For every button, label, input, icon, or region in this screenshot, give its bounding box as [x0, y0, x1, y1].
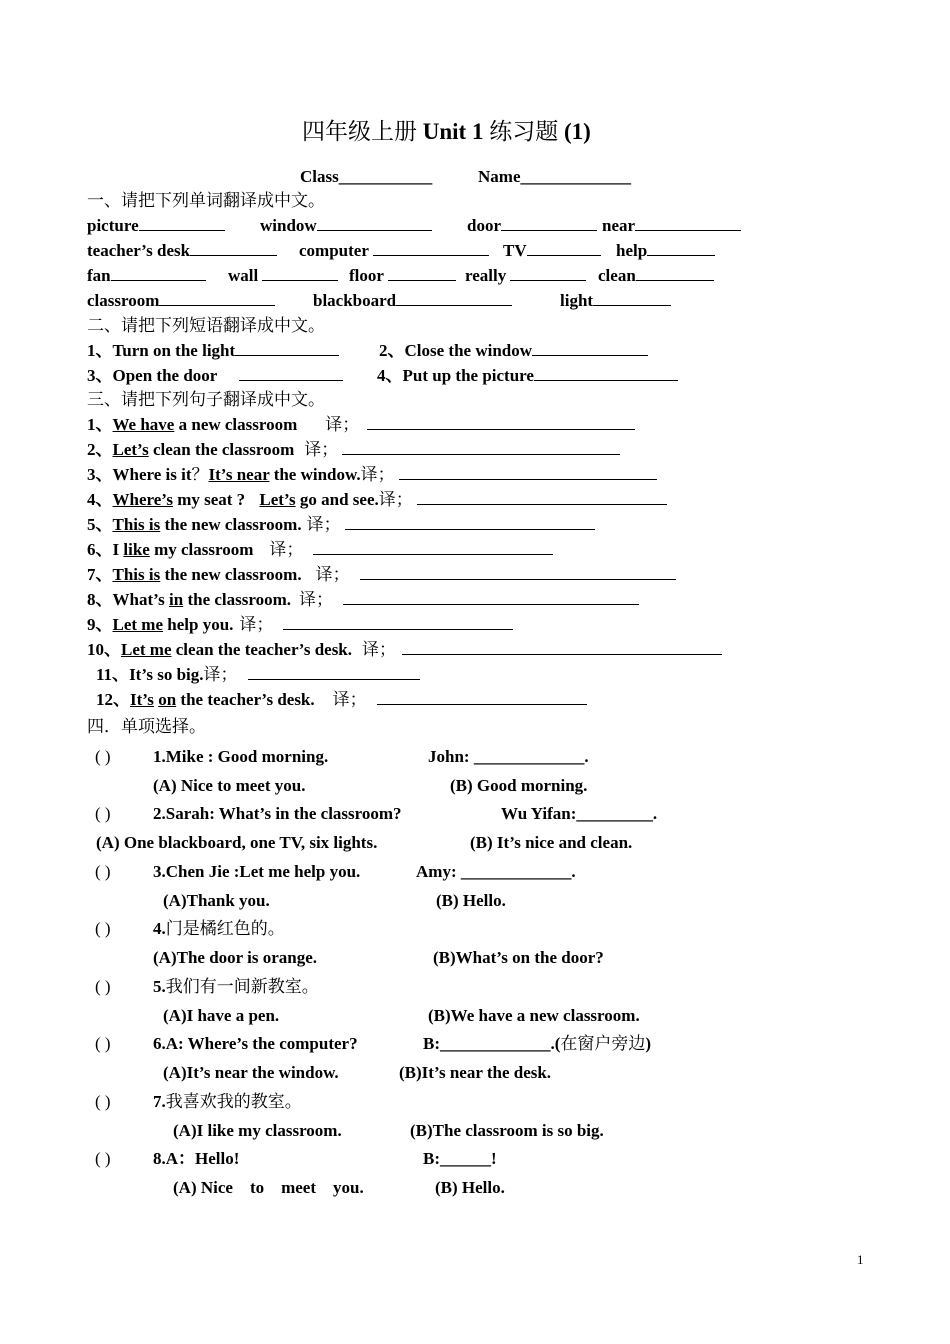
question-3: 3.Chen Jie :Let me help you. — [153, 862, 361, 881]
sentence-item: 1、We have a new classroom 译； — [87, 414, 635, 436]
phrase-item: 1、Turn on the light — [87, 340, 339, 362]
class-field: Class___________ — [300, 167, 433, 186]
sentence-item: 7、This is the new classroom. 译； — [87, 564, 676, 586]
answer-paren[interactable]: ( ) — [95, 747, 111, 766]
option-b: (B) Good morning. — [450, 776, 588, 795]
word-item: really — [465, 265, 586, 287]
sentence-item: 6、I like my classroom 译； — [87, 539, 553, 561]
page-title: 四年级上册 Unit 1 练习题 (1) — [302, 119, 591, 144]
option-a: (A)I have a pen. — [163, 1006, 280, 1025]
question-3-answer: Amy: _____________. — [416, 862, 576, 881]
question-4: 4.门是橘红色的。 — [153, 919, 285, 938]
answer-paren[interactable]: ( ) — [95, 804, 111, 823]
question-2: 2.Sarah: What’s in the classroom? — [153, 804, 402, 823]
word-item: blackboard — [313, 290, 512, 312]
answer-paren[interactable]: ( ) — [95, 862, 111, 881]
question-7: 7.我喜欢我的教室。 — [153, 1092, 302, 1111]
question-6: 6.A: Where’s the computer? — [153, 1034, 358, 1053]
sentence-item: 12、It’s on the teacher’s desk. 译； — [96, 689, 587, 711]
option-b: (B) Hello. — [435, 1178, 505, 1197]
word-item: near — [602, 215, 741, 237]
answer-paren[interactable]: ( ) — [95, 919, 111, 938]
question-8: 8.A：Hello! — [153, 1149, 240, 1168]
sentence-item: 8、What’s in the classroom. 译； — [87, 589, 639, 611]
sentence-item: 10、Let me clean the teacher’s desk. 译； — [87, 639, 722, 661]
word-item: light — [560, 290, 671, 312]
question-8-answer: B:______! — [423, 1149, 497, 1168]
page-number: 1 — [857, 1252, 864, 1267]
answer-paren[interactable]: ( ) — [95, 1034, 111, 1053]
sentence-item: 3、Where is it？It’s near the window.译； — [87, 464, 657, 486]
word-item: floor — [349, 265, 456, 287]
answer-paren[interactable]: ( ) — [95, 977, 111, 996]
option-a: (A) Nice to meet you. — [173, 1178, 364, 1197]
word-item: computer — [299, 240, 489, 262]
sentence-item: 2、Let’s clean the classroom 译； — [87, 439, 620, 461]
option-a: (A)Thank you. — [163, 891, 270, 910]
question-5: 5.我们有一间新教室。 — [153, 977, 319, 996]
word-item: teacher’s desk — [87, 240, 277, 262]
word-item: clean — [598, 265, 714, 287]
word-item: help — [616, 240, 715, 262]
word-item: window — [260, 215, 432, 237]
answer-paren[interactable]: ( ) — [95, 1149, 111, 1168]
question-1: 1.Mike : Good morning. — [153, 747, 329, 766]
option-a: (A)I like my classroom. — [173, 1121, 342, 1140]
phrase-item: 2、Close the window — [379, 340, 648, 362]
option-b: (B)The classroom is so big. — [410, 1121, 604, 1140]
word-item: door — [467, 215, 597, 237]
word-item: picture — [87, 215, 225, 237]
sentence-item: 5、This is the new classroom. 译； — [87, 514, 595, 536]
option-a: (A) One blackboard, one TV, six lights. — [96, 833, 378, 852]
option-b: (B)What’s on the door? — [433, 948, 604, 967]
sentence-item: 4、Where’s my seat ? Let’s go and see.译； — [87, 489, 667, 511]
option-b: (B)It’s near the desk. — [399, 1063, 552, 1082]
word-item: fan — [87, 265, 206, 287]
option-b: (B)We have a new classroom. — [428, 1006, 640, 1025]
sentence-item: 11、It’s so big.译； — [96, 664, 420, 686]
question-2-answer: Wu Yifan:_________. — [501, 804, 658, 823]
section-3-heading: 三、请把下列句子翻译成中文。 — [87, 390, 325, 409]
phrase-item: 4、Put up the picture — [377, 365, 678, 387]
section-1-heading: 一、请把下列单词翻译成中文。 — [87, 191, 325, 210]
sentence-item: 9、Let me help you. 译； — [87, 614, 513, 636]
option-a: (A)The door is orange. — [153, 948, 318, 967]
word-item: wall — [228, 265, 338, 287]
phrase-item: 3、Open the door — [87, 365, 343, 387]
question-6-answer: B:_____________.(在窗户旁边) — [423, 1034, 652, 1053]
option-b: (B) It’s nice and clean. — [470, 833, 633, 852]
word-item: TV — [503, 240, 601, 262]
name-field: Name_____________ — [478, 167, 631, 186]
section-4-heading: 四．单项选择。 — [87, 717, 206, 736]
section-2-heading: 二、请把下列短语翻译成中文。 — [87, 316, 325, 335]
question-1-answer: John: _____________. — [428, 747, 589, 766]
option-b: (B) Hello. — [436, 891, 506, 910]
option-a: (A) Nice to meet you. — [153, 776, 306, 795]
option-a: (A)It’s near the window. — [163, 1063, 339, 1082]
answer-paren[interactable]: ( ) — [95, 1092, 111, 1111]
word-item: classroom — [87, 290, 275, 312]
